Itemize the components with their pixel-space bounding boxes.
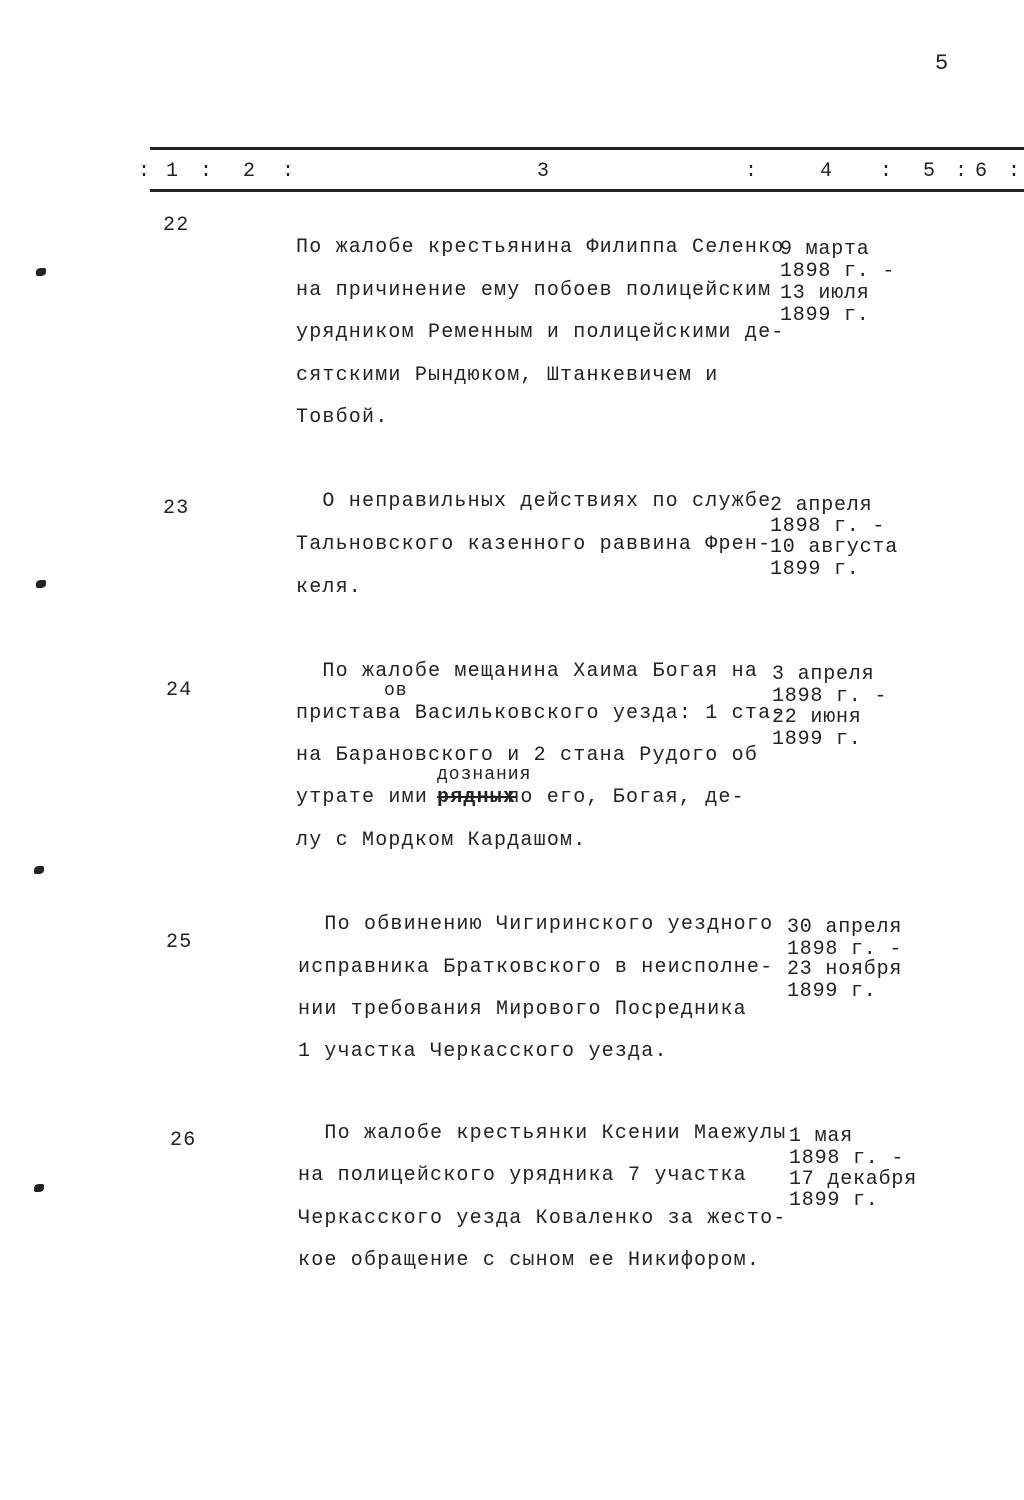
column-number: 1 bbox=[166, 160, 180, 183]
page-number: 5 bbox=[935, 51, 950, 76]
date-line: 13 июля bbox=[780, 282, 870, 305]
binding-hole-mark bbox=[36, 580, 46, 588]
date-line: 30 апреля bbox=[787, 916, 903, 939]
description-line: утрате ими bbox=[296, 786, 429, 809]
date-line: 10 августа bbox=[770, 536, 899, 559]
description-line: на Барановского и 2 стана Рудого об bbox=[296, 744, 759, 767]
date-line: 3 апреля bbox=[772, 663, 875, 686]
binding-hole-mark bbox=[34, 866, 44, 874]
date-line: 1898 г. - bbox=[787, 938, 903, 961]
date-line: 1899 г. bbox=[780, 304, 870, 327]
column-number: 4 bbox=[820, 160, 834, 183]
description-line: по его, Богая, де- bbox=[507, 786, 745, 809]
description-line: Черкасского уезда Коваленко за жесто- bbox=[298, 1207, 787, 1230]
struck-out-word: рядных bbox=[437, 786, 517, 809]
handwritten-insertion: ов bbox=[384, 681, 408, 701]
description-line: на причинение ему побоев полицейским bbox=[296, 279, 772, 302]
description-line: Тальновского казенного раввина Френ- bbox=[296, 533, 772, 556]
date-line: 23 ноября bbox=[787, 958, 903, 981]
entry-number: 23 bbox=[163, 497, 190, 520]
description-line: Товбой. bbox=[296, 406, 389, 429]
date-line: 22 июня bbox=[772, 706, 862, 729]
description-line: нии требования Мирового Посредника bbox=[298, 998, 747, 1021]
description-line: По жалобе мещанина Хаима Богая на bbox=[296, 660, 759, 683]
column-separator: : bbox=[282, 160, 296, 183]
date-line: 1899 г. bbox=[789, 1189, 879, 1212]
header-bottom-rule bbox=[150, 189, 1024, 192]
date-line: 1 мая bbox=[789, 1125, 854, 1148]
binding-hole-mark bbox=[34, 1184, 44, 1192]
description-line: лу с Мордком Кардашом. bbox=[296, 829, 587, 852]
description-line: О неправильных действиях по службе bbox=[296, 490, 772, 513]
column-separator: : bbox=[138, 160, 152, 183]
column-separator: : bbox=[880, 160, 894, 183]
entry-number: 24 bbox=[166, 679, 193, 702]
description-line: По жалобе крестьянина Филиппа Селенко bbox=[296, 236, 785, 259]
description-line: пристава Васильковского уезда: 1 ста- bbox=[296, 702, 785, 725]
description-line: сятскими Рындюком, Штанкевичем и bbox=[296, 364, 719, 387]
column-separator: : bbox=[955, 160, 969, 183]
column-number: 6 bbox=[975, 160, 989, 183]
column-separator: : bbox=[1008, 160, 1022, 183]
date-line: 1898 г. - bbox=[772, 685, 888, 708]
column-number: 2 bbox=[243, 160, 257, 183]
column-separator: : bbox=[200, 160, 214, 183]
description-line: 1 участка Черкасского уезда. bbox=[298, 1040, 668, 1063]
column-number: 3 bbox=[537, 160, 551, 183]
column-separator: : bbox=[745, 160, 759, 183]
date-line: 1898 г. - bbox=[770, 515, 886, 538]
date-line: 1898 г. - bbox=[780, 260, 896, 283]
entry-number: 22 bbox=[163, 214, 190, 237]
date-line: 9 марта bbox=[780, 238, 870, 261]
description-line: келя. bbox=[296, 576, 363, 599]
date-line: 17 декабря bbox=[789, 1168, 918, 1191]
date-line: 1898 г. - bbox=[789, 1147, 905, 1170]
date-line: 1899 г. bbox=[772, 728, 862, 751]
description-line: По жалобе крестьянки Ксении Маежулы bbox=[298, 1122, 787, 1145]
date-line: 2 апреля bbox=[770, 494, 873, 517]
description-line: исправника Братковского в неисполне- bbox=[298, 956, 774, 979]
entry-number: 25 bbox=[166, 931, 193, 954]
description-line: урядником Ременным и полицейскими де- bbox=[296, 321, 785, 344]
handwritten-insertion: дознания bbox=[437, 765, 532, 785]
date-line: 1899 г. bbox=[770, 558, 860, 581]
column-number: 5 bbox=[923, 160, 937, 183]
description-line: кое обращение с сыном ее Никифором. bbox=[298, 1249, 761, 1272]
entry-number: 26 bbox=[170, 1129, 197, 1152]
description-line: По обвинению Чигиринского уездного bbox=[298, 913, 774, 936]
date-line: 1899 г. bbox=[787, 980, 877, 1003]
header-top-rule bbox=[150, 147, 1024, 150]
description-line: на полицейского урядника 7 участка bbox=[298, 1164, 747, 1187]
binding-hole-mark bbox=[36, 268, 46, 276]
